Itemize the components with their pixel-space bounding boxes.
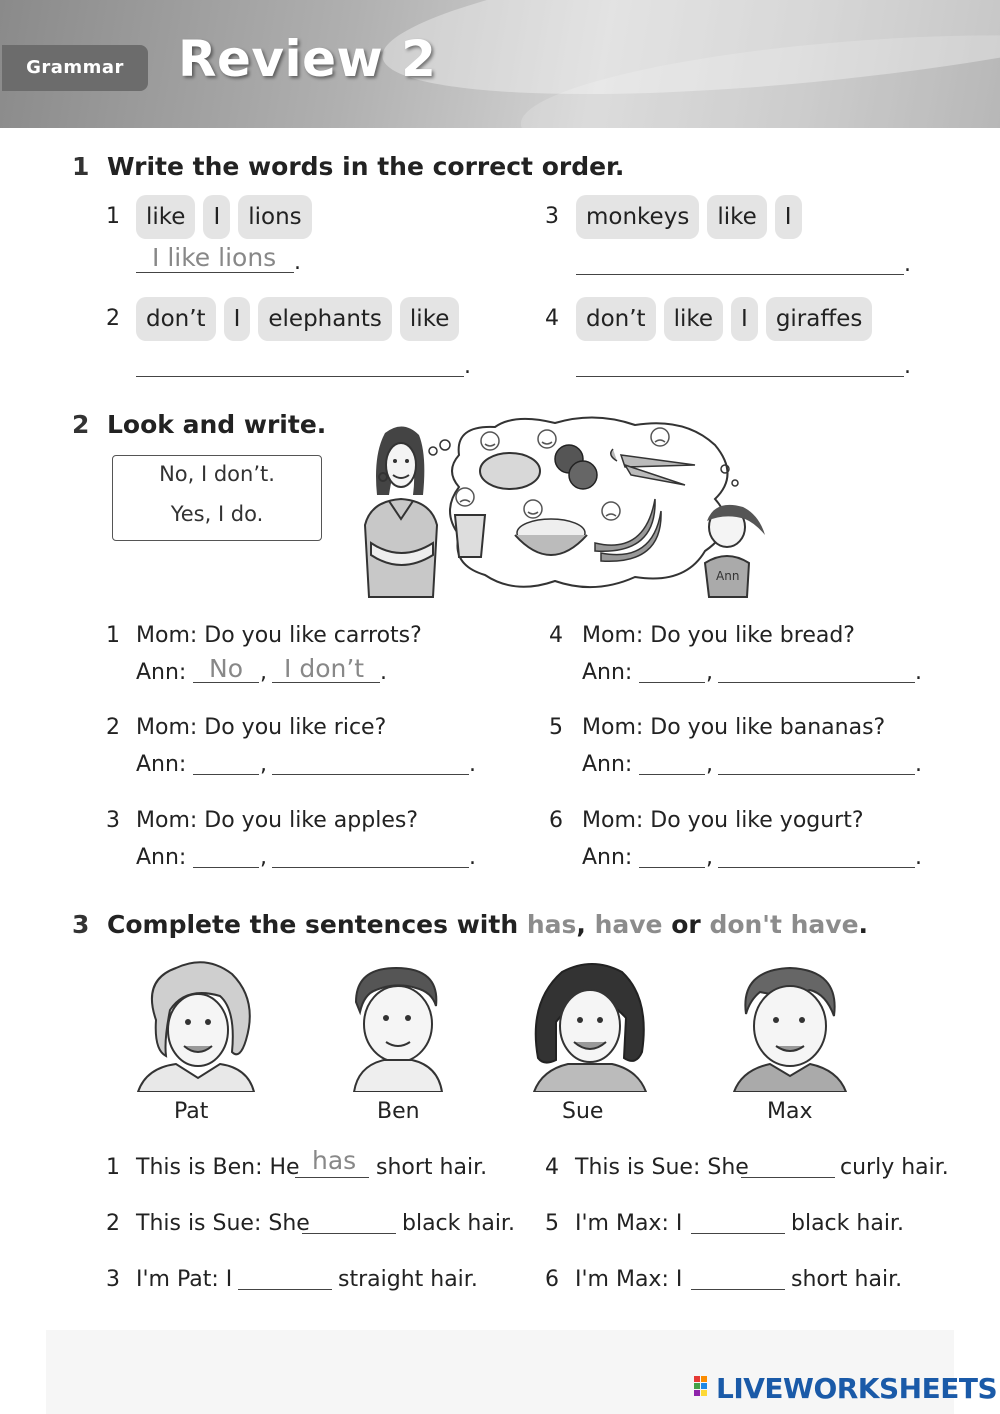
question-text: Mom: Do you like apples? <box>136 808 418 833</box>
ann-label: Ann: <box>136 845 187 870</box>
word-chips <box>576 297 880 341</box>
item-number: 6 <box>549 808 563 833</box>
section-title: Write the words in the correct order. <box>107 152 625 181</box>
mom-figure <box>365 426 437 597</box>
section-number: 3 <box>72 910 90 939</box>
word-option: have <box>594 910 663 939</box>
question-text: Mom: Do you like bread? <box>582 623 855 648</box>
sentence-start: This is Ben: He <box>136 1155 300 1180</box>
question-text: Mom: Do you like rice? <box>136 715 387 740</box>
answer-field[interactable] <box>136 348 464 377</box>
person-name: Max <box>767 1099 813 1124</box>
sentence-end: straight hair. <box>338 1267 478 1292</box>
liveworksheets-logo-icon <box>694 1376 716 1400</box>
word-option: don't have <box>709 910 859 939</box>
item-number: 5 <box>549 715 563 740</box>
word-chip: monkeys <box>576 195 699 239</box>
sue-portrait <box>532 962 648 1092</box>
answer-field[interactable] <box>576 348 904 377</box>
ann-label: Ann: <box>582 660 633 685</box>
period: . <box>469 752 476 777</box>
person-name: Pat <box>174 1099 209 1124</box>
comma: , <box>706 845 713 870</box>
section-number: 2 <box>72 410 90 439</box>
answer-field[interactable] <box>272 655 380 683</box>
period: . <box>915 845 922 870</box>
liveworksheets-logo[interactable]: LIVEWORKSHEETS <box>716 1372 998 1405</box>
item-number: 1 <box>106 204 120 229</box>
word-chip: elephants <box>258 297 392 341</box>
ann-label: Ann: <box>136 660 187 685</box>
title-text: Complete the sentences with <box>107 910 527 939</box>
title-text: , <box>576 910 595 939</box>
period: . <box>294 250 301 275</box>
comma: , <box>260 752 267 777</box>
word-chip: like <box>664 297 723 341</box>
answer-field[interactable] <box>639 747 705 775</box>
period: . <box>915 660 922 685</box>
sentence-start: I'm Max: I <box>575 1267 683 1292</box>
answer-field[interactable] <box>238 1262 332 1290</box>
answer-field[interactable] <box>718 747 915 775</box>
section-title <box>107 910 868 939</box>
period: . <box>469 845 476 870</box>
answer-field[interactable] <box>718 655 915 683</box>
comma: , <box>260 660 267 685</box>
ann-label: Ann: <box>582 845 633 870</box>
word-chip: like <box>136 195 195 239</box>
answer-text: has <box>312 1146 357 1175</box>
max-portrait <box>730 964 850 1092</box>
word-chip: like <box>400 297 459 341</box>
page-title: Review 2 <box>178 30 437 88</box>
period: . <box>464 354 471 379</box>
answer-options-box <box>112 455 322 541</box>
answer-field[interactable] <box>639 840 705 868</box>
word-chip: don’t <box>576 297 656 341</box>
question-text: Mom: Do you like carrots? <box>136 623 422 648</box>
period: . <box>904 354 911 379</box>
item-number: 2 <box>106 715 120 740</box>
word-chip: I <box>224 297 251 341</box>
answer-field[interactable] <box>193 840 259 868</box>
word-chips <box>136 297 467 341</box>
answer-field[interactable] <box>302 1206 396 1234</box>
item-number: 1 <box>106 1155 120 1180</box>
answer-field[interactable] <box>136 244 294 273</box>
comma: , <box>706 752 713 777</box>
item-number: 4 <box>549 623 563 648</box>
answer-field[interactable] <box>193 655 259 683</box>
word-chip: I <box>731 297 758 341</box>
comma: , <box>706 660 713 685</box>
title-text: . <box>858 910 869 939</box>
ben-portrait <box>346 962 450 1092</box>
answer-field[interactable] <box>272 747 469 775</box>
word-chip: like <box>707 195 766 239</box>
sentence-start: This is Sue: She <box>575 1155 749 1180</box>
word-chip: giraffes <box>766 297 873 341</box>
answer-field[interactable] <box>718 840 915 868</box>
sentence-start: I'm Pat: I <box>136 1267 233 1292</box>
item-number: 6 <box>545 1267 559 1292</box>
shirt-label: Ann <box>716 569 740 583</box>
sentence-end: curly hair. <box>840 1155 949 1180</box>
thought-bubble <box>429 417 738 587</box>
answer-field[interactable] <box>691 1206 785 1234</box>
sentence-end: black hair. <box>402 1211 515 1236</box>
question-text: Mom: Do you like yogurt? <box>582 808 864 833</box>
section-badge: Grammar <box>2 45 148 91</box>
item-number: 5 <box>545 1211 559 1236</box>
item-number: 1 <box>106 623 120 648</box>
item-number: 3 <box>106 1267 120 1292</box>
item-number: 4 <box>545 1155 559 1180</box>
item-number: 4 <box>545 306 559 331</box>
person-name: Sue <box>562 1099 604 1124</box>
answer-option: No, I don’t. <box>159 462 275 486</box>
section-title: Look and write. <box>107 410 327 439</box>
word-chips <box>576 195 810 239</box>
answer-text: I don’t <box>284 654 365 683</box>
bread <box>480 453 540 489</box>
sentence-start: This is Sue: She <box>136 1211 310 1236</box>
answer-field[interactable] <box>741 1150 835 1178</box>
section-number: 1 <box>72 152 90 181</box>
answer-text: No <box>209 654 243 683</box>
item-number: 2 <box>106 1211 120 1236</box>
sentence-end: short hair. <box>791 1267 903 1292</box>
item-number: 2 <box>106 306 120 331</box>
item-number: 3 <box>545 204 559 229</box>
answer-field[interactable] <box>193 747 259 775</box>
word-chip: don’t <box>136 297 216 341</box>
ann-figure <box>705 505 765 597</box>
title-text: or <box>662 910 710 939</box>
answer-field[interactable] <box>576 246 904 275</box>
period: . <box>915 752 922 777</box>
answer-text: I like lions <box>152 243 277 272</box>
comma: , <box>260 845 267 870</box>
mom-ann-food-illustration <box>355 415 780 600</box>
period: . <box>380 660 387 685</box>
answer-field[interactable] <box>295 1146 369 1178</box>
answer-field[interactable] <box>639 655 705 683</box>
sentence-end: short hair. <box>376 1155 488 1180</box>
period: . <box>904 252 911 277</box>
question-text: Mom: Do you like bananas? <box>582 715 886 740</box>
pat-portrait <box>136 960 256 1092</box>
ann-label: Ann: <box>582 752 633 777</box>
word-chip: I <box>775 195 802 239</box>
word-option: has <box>526 910 577 939</box>
item-number: 3 <box>106 808 120 833</box>
person-name: Ben <box>377 1099 420 1124</box>
word-chip: lions <box>238 195 311 239</box>
ann-label: Ann: <box>136 752 187 777</box>
header-banner <box>0 0 1000 128</box>
sentence-end: black hair. <box>791 1211 904 1236</box>
answer-field[interactable] <box>691 1262 785 1290</box>
word-chip: I <box>203 195 230 239</box>
word-chips <box>136 195 320 239</box>
answer-field[interactable] <box>272 840 469 868</box>
yogurt <box>455 515 485 557</box>
sentence-start: I'm Max: I <box>575 1211 683 1236</box>
answer-option: Yes, I do. <box>170 502 264 526</box>
